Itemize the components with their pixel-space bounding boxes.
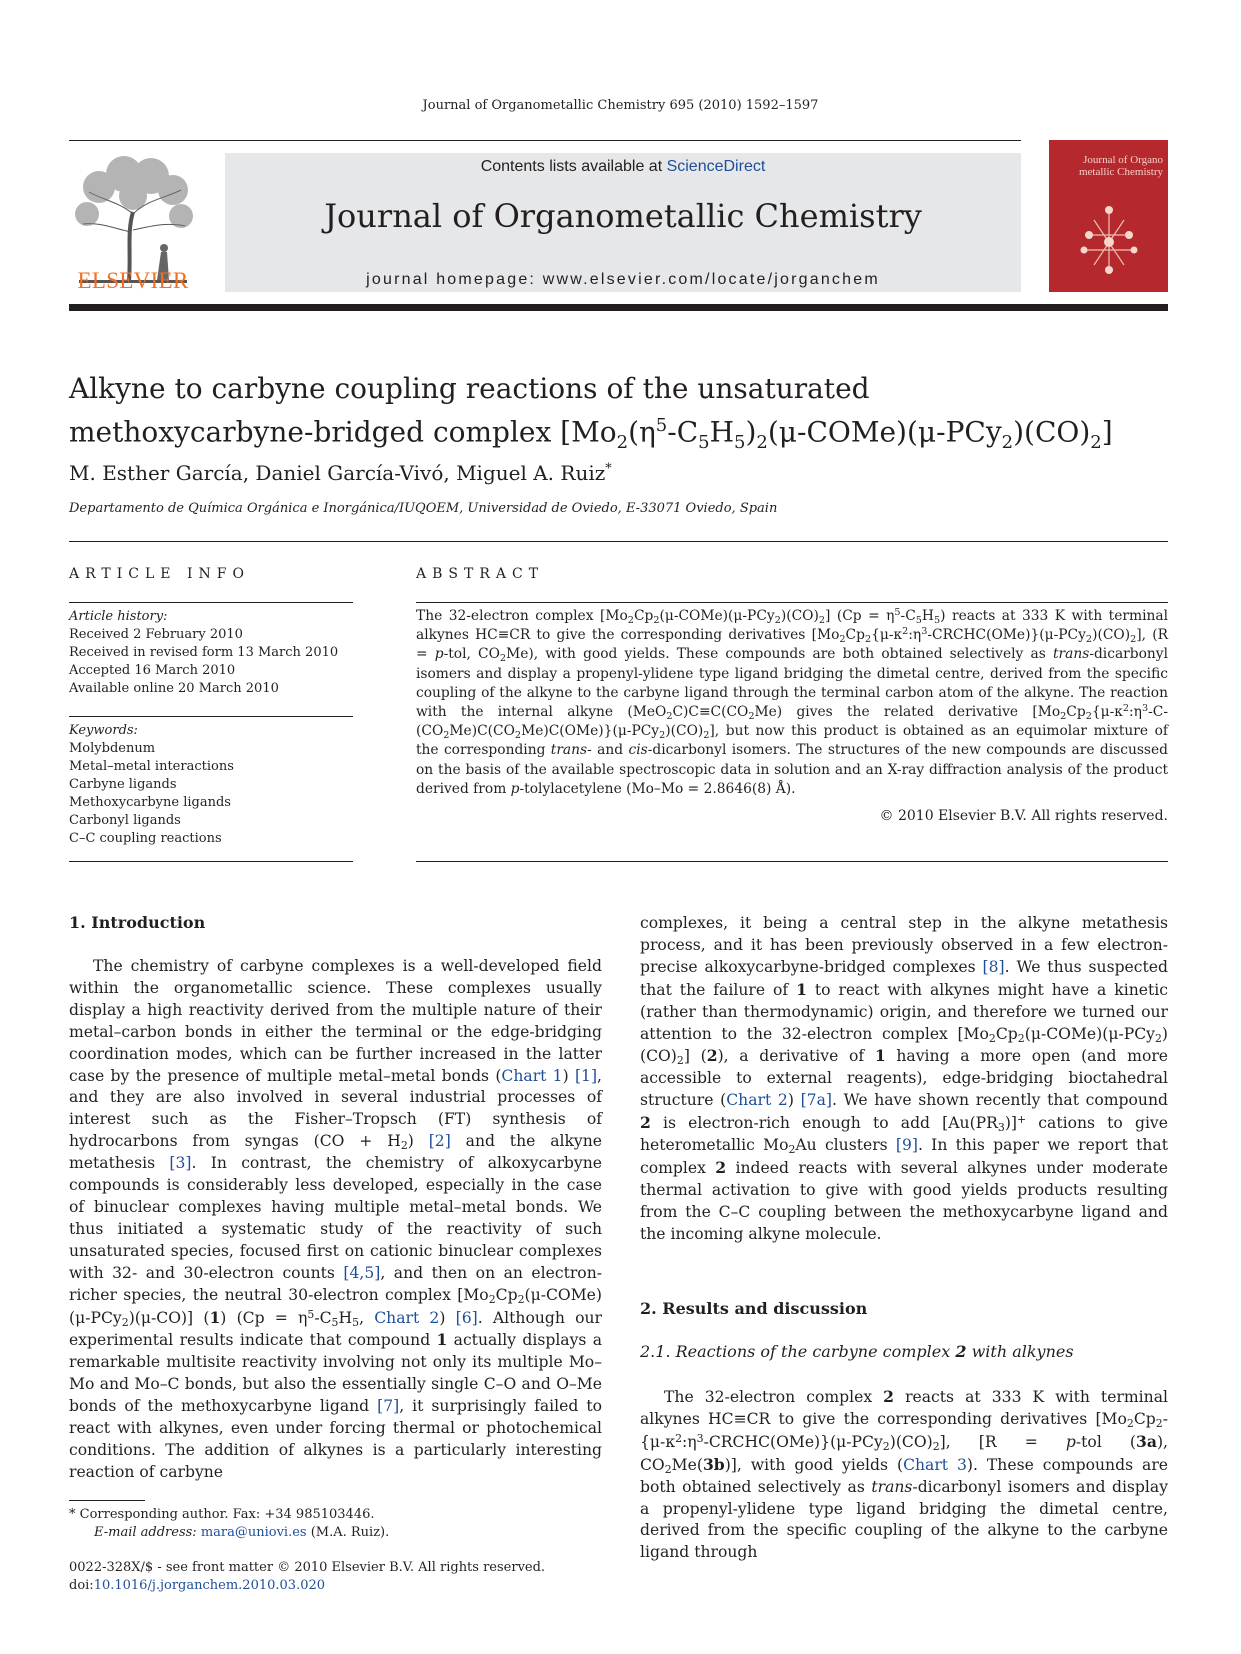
introduction-heading: 1. Introduction: [69, 913, 206, 932]
issn-doi: 0022-328X/$ - see front matter © 2010 Elsevier B.V. All rights reserved. doi:10.1016/j.jorganchem.2010.03.020: [69, 1560, 546, 1593]
sciencedirect-link[interactable]: ScienceDirect: [666, 158, 766, 175]
footnote-rule: [69, 1500, 145, 1501]
abstract-heading: ABSTRACT: [416, 566, 545, 582]
journal-homepage-link[interactable]: journal homepage: www.elsevier.com/locate/jorganchem: [366, 271, 880, 288]
keywords-rule: [69, 861, 353, 862]
history-rule: [69, 716, 353, 717]
results-text: The 32-electron complex 2 reacts at 333 K with terminal alkynes HC≡CR to give the corresponding derivatives $[Mo_2Cp_2-\{\mu-\kappa^2:\eta^3-CRCHC(OMe)\}(\mu-PCy_2)(CO)_2]$, [R = p-tol (3a), $CO_2Me(3b)$], with good yields (Chart 3). These compounds are both obtained selectively as trans-dicarbonyl isomers and display a propenyl-ylidene type ligand bridging the dimetal centre, derived from the specific coupling of the alkyne to the carbyne ligand through: [640, 1387, 1169, 1562]
article-history: Article history: Received 2 February 2010 Received in revised form 13 March 2010 Accepted 16 March 2010 Available online 20 March 2010: [69, 609, 339, 696]
footnote: * Corresponding author. Fax: +34 985103446. E-mail address: mara@uniovi.es (M.A. Ruiz).: [69, 1507, 390, 1540]
doi-link[interactable]: 10.1016/j.jorganchem.2010.03.020: [93, 1578, 326, 1593]
author-email-link[interactable]: mara@uniovi.es: [200, 1525, 307, 1540]
corresponding-author-mark[interactable]: *: [605, 461, 612, 477]
cover-molecule-icon: [1049, 140, 1168, 292]
elsevier-wordmark: ELSEVIER: [77, 268, 189, 293]
abstract-bottom-rule: [416, 861, 1168, 862]
title-rule: [69, 541, 1168, 542]
affiliation: Departamento de Química Orgánica e Inorgánica/IUQOEM, Universidad de Oviedo, E-33071 Oviedo, Spain: [69, 501, 778, 516]
abstract-text: The 32-electron complex $[Mo_2Cp_2(\mu-COMe)(\mu-PCy_2)(CO)_2] (Cp = \eta^5-C_5H_5)$ reacts at 333 K with terminal alkynes HC≡CR to give the corresponding derivatives $[Mo_2Cp_2\{\mu-\kappa^2:\eta^3-CRCHC(OMe)\}(\mu-PCy_2)(CO)_2]$, (R = p-tol, $CO_2Me$), with good yields. These compounds are both obtained selectively as trans-dicarbonyl isomers and display a propenyl-ylidene type ligand bridging the dimetal centre, derived from the specific coupling of the alkyne to the carbyne ligand through the terminal carbon atom of the alkyne. The reaction with the internal alkyne $(MeO_2C)C\equiv C(CO_2Me)$ gives the related derivative $[Mo_2Cp_2\{\mu-\kappa^2:\eta^3-C-(CO_2Me)C(CO_2Me)C(OMe)\}(\mu-PCy_2)(CO)_2]$, but now this product is obtained as an equimolar mixture of the corresponding trans- and cis-dicarbonyl isomers. The structures of the new compounds are discussed on the basis of the available spectroscopic data in solution and an X-ray diffraction analysis of the product derived from p-tolylacetylene (Mo–Mo = 2.8646(8) Å).: [416, 607, 1168, 797]
article-info-rule: [69, 602, 353, 603]
journal-name: Journal of Organometallic Chemistry: [324, 197, 922, 235]
header-rule: [69, 140, 1021, 141]
introduction-text: The chemistry of carbyne complexes is a well-developed field within the organometallic science. These complexes usually display a high reactivity derived from the multiple nature of their metal–carbon bonds in either the terminal or the edge-bridging coordination modes, which can be further increased in the latter case by the presence of multiple metal–metal bonds (Chart 1) [1], and they are also involved in several industrial processes of interest such as the Fisher–Tropsch (FT) synthesis of hydrocarbons from syngas $(CO + H_2)$ [2] and the alkyne metathesis [3]. In contrast, the chemistry of alkoxycarbyne compounds is considerably less developed, especially in the case of binuclear complexes having multiple metal–metal bonds. We thus initiated a systematic study of the reactivity of such unsaturated species, focused first on cationic binuclear complexes with 32- and 30-electron counts [4,5], and then on an electron-richer species, the neutral 30-electron complex $[Mo_2Cp_2(\mu-COMe)(\mu-PCy_2)(\mu-CO)]$ (1) ($Cp = \eta^5-C_5H_5$, Chart 2) [6]. Although our experimental results indicate that compound 1 actually displays a remarkable multisite reactivity involving not only its multiple Mo–Mo and Mo–C bonds, but also the essentially single C–O and O–Me bonds of the methoxycarbyne ligand [7], it surprisingly failed to react with alkynes, even under forcing thermal or photochemical conditions. The addition of alkynes is a particularly interesting reaction of carbyne: [69, 957, 603, 1481]
keywords: Keywords: Molybdenum Metal–metal interactions Carbyne ligands Methoxycarbyne ligands Carbonyl ligands C–C coupling reactions: [69, 723, 234, 846]
article-info-heading: ARTICLE INFO: [69, 566, 250, 582]
header-thick-rule: [69, 304, 1168, 311]
author-list: M. Esther García, Daniel García-Vivó, Miguel A. Ruiz*: [69, 461, 612, 485]
abstract-copyright: © 2010 Elsevier B.V. All rights reserved.: [879, 808, 1168, 824]
journal-citation: Journal of Organometallic Chemistry 695 (2010) 1592–1597: [422, 98, 819, 113]
results-heading: 2. Results and discussion: [640, 1299, 868, 1318]
contents-line: Contents lists available at ScienceDirect: [480, 158, 766, 175]
subsection-heading: 2.1. Reactions of the carbyne complex 2 with alkynes: [640, 1342, 1074, 1361]
article-title: Alkyne to carbyne coupling reactions of the unsaturated methoxycarbyne-bridged complex $[Mo_2(\eta^5-C_5H_5)_2(\mu-COMe)(\mu-PCy_2)(CO)_2]$: [69, 372, 1113, 453]
cover-title: Journal of Organo metallic Chemistry: [1078, 154, 1163, 178]
abstract-rule: [416, 602, 1168, 603]
journal-banner: [225, 153, 1021, 292]
journal-cover: [1049, 140, 1168, 292]
introduction-text-continued: complexes, it being a central step in the alkyne metathesis process, and it has been previously observed in a few electron-precise alkoxycarbyne-bridged complexes [8]. We thus suspected that the failure of 1 to react with alkynes might have a kinetic (rather than thermodynamic) origin, and therefore we turned our attention to the 32-electron complex $[Mo_2Cp_2(\mu-COMe)(\mu-PCy_2)(CO)_2]$ (2), a derivative of 1 having a more open (and more accessible to external reagents), edge-bridging bioctahedral structure (Chart 2) [7a]. We have shown recently that compound 2 is electron-rich enough to add $[Au(PR_3)]^+$ cations to give heterometallic $Mo_2Au$ clusters [9]. In this paper we report that complex 2 indeed reacts with several alkynes under moderate thermal activation to give with good yields products resulting from the C–C coupling between the methoxycarbyne ligand and the incoming alkyne molecule.: [640, 914, 1169, 1243]
